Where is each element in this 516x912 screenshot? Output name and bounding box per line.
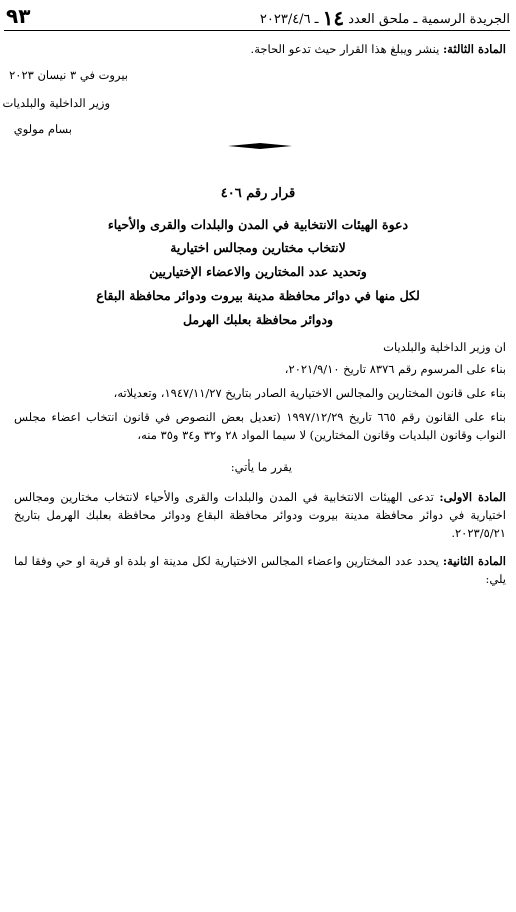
article-3 — [10, 42, 506, 56]
article-2-label: المادة الثانية: — [442, 554, 506, 568]
preamble-decree: بناء على المرسوم رقم ٨٣٧٦ تاريخ ٢٠٢١/٩/١٠، — [284, 362, 506, 376]
preamble-law-665: بناء على القانون رقم ٦٦٥ تاريخ ١٩٩٧/١٢/٢٩ (تعديل بعض النصوص في قانون انتخاب اعضاء مجلس النواب وقانون البلديات وقانون المختارين) لا سيما المواد ٢٨ و٣٢ و٣٤ و٣٥ منه، — [14, 410, 506, 442]
page-number: ٩٣ — [6, 4, 31, 28]
place-date: بيروت في ٣ نيسان ٢٠٢٣ — [9, 68, 128, 82]
signer-name: بسام مولوي — [13, 122, 72, 136]
decision-title-line-3: وتحديد عدد المختارين والاعضاء الإختياريين — [149, 264, 367, 279]
section-divider — [228, 140, 292, 152]
article-3-text: ينشر ويبلغ هذا القرار حيث تدعو الحاجة. — [250, 42, 443, 56]
article-2 — [14, 552, 506, 588]
article-1-label: المادة الاولى: — [439, 490, 507, 504]
decides-heading: يقرر ما يأتي: — [230, 460, 292, 474]
signer-title: وزير الداخلية والبلديات — [2, 96, 110, 110]
page-header — [4, 2, 510, 32]
decision-title-line-1: دعوة الهيئات الانتخابية في المدن والبلدات والقرى والأحياء — [107, 217, 409, 232]
preamble-minister: ان وزير الداخلية والبلديات — [383, 340, 506, 354]
decision-number: قرار رقم ٤٠٦ — [220, 186, 296, 201]
decision-title-line-4: لكل منها في دوائر محافظة مدينة بيروت ودوائر محافظة البقاع — [96, 288, 420, 303]
article-1-text: تدعى الهيئات الانتخابية في المدن والبلدات والقرى والأحياء لانتخاب مختارين ومجالس اختيارية في دوائر محافظة مدينة بيروت ودوائر محافظة البقاع ودوائر محافظة بعلبك الهرمل بتاريخ ٢٠٢٣/٥/٢١. — [14, 490, 506, 540]
decision-title-line-5: ودوائر محافظة بعلبك الهرمل — [182, 312, 334, 327]
preamble-mukhtar-law: بناء على قانون المختارين والمجالس الاختيارية الصادر بتاريخ ١٩٤٧/١١/٢٧، وتعديلاته، — [113, 386, 506, 400]
issue-date: ـ ٢٠٢٣/٤/٦ — [259, 12, 319, 27]
journal-heading — [260, 6, 510, 30]
article-3-label: المادة الثالثة: — [442, 42, 506, 56]
decision-title-line-2: لانتخاب مختارين ومجالس اختيارية — [170, 240, 346, 255]
article-1 — [14, 488, 506, 542]
article-2-text: يحدد عدد المختارين واعضاء المجالس الاختيارية لكل مدينة او بلدة او قرية او حي وفقا لما يلي: — [14, 554, 506, 586]
header-rule — [4, 30, 510, 31]
journal-name: الجريدة الرسمية ـ ملحق العدد — [348, 12, 510, 27]
issue-number: ١٤ — [322, 6, 345, 30]
